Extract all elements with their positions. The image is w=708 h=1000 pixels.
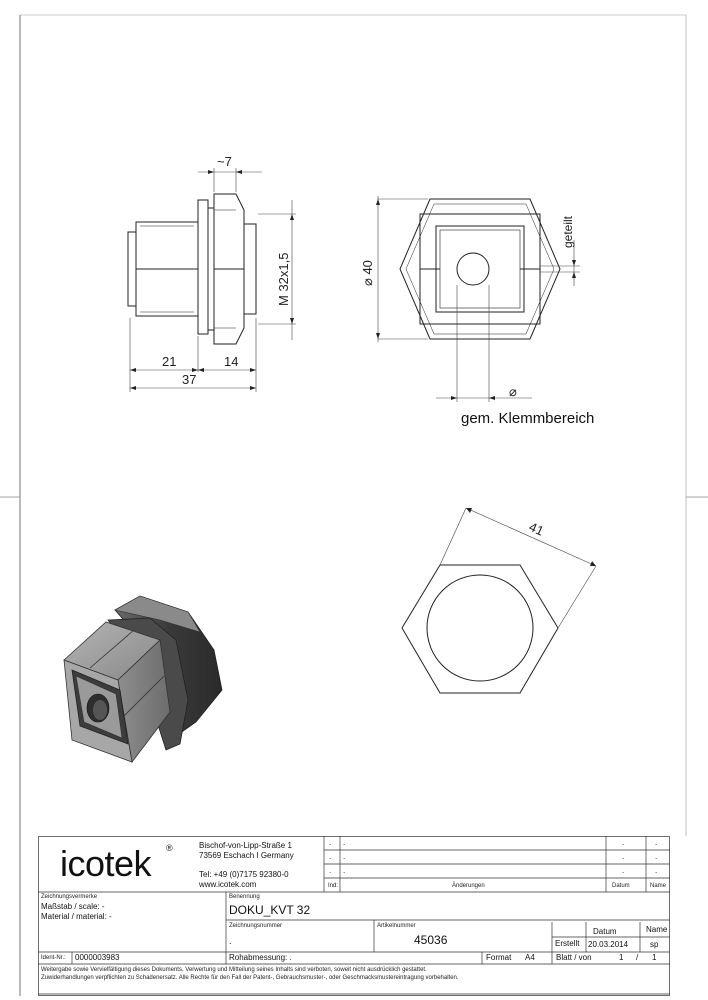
changes-label: Änderungen	[452, 883, 485, 889]
sheet-separator: /	[636, 953, 639, 962]
clamp-range-label: gem. Klemmbereich	[461, 410, 595, 427]
rev-dot-8: .	[655, 852, 658, 861]
dim-41-text: 41	[526, 519, 547, 539]
address-line-1: Bischof-von-Lipp-Straße 1	[199, 841, 292, 850]
revision-date-label: Datum	[612, 883, 630, 889]
product-3d-render	[55, 580, 235, 780]
name-header: Name	[646, 925, 668, 934]
dim-37-text: 37	[182, 372, 197, 387]
website: www.icotek.com	[199, 880, 257, 889]
dim-14-text: 14	[224, 354, 239, 369]
ident-label: Ident-Nr.:	[41, 955, 66, 961]
designation-value: DOKU_KVT 32	[229, 903, 311, 917]
front-view-drawing	[350, 180, 620, 430]
ident-value: 0000003983	[75, 953, 120, 962]
rev-dot-2: .	[343, 838, 346, 847]
datum-header: Datum	[593, 927, 617, 936]
disclaimer-line-2: Zuwiderhandlungen verpflichten zu Schadenersatz. Alle Rechte für den Fall der Patent-, Gebrauchsmuster-, oder Geschmacksmustereintragung vorbehalten.	[41, 975, 459, 981]
created-label: Erstellt	[555, 939, 580, 948]
drawing-number-label: Zeichnungsnummer	[229, 923, 283, 929]
designation-label: Benennung	[229, 894, 260, 900]
rev-dot-12: .	[655, 866, 658, 875]
rev-dot-6: .	[343, 852, 346, 861]
logo-registered-mark: ®	[166, 843, 173, 853]
disclaimer-line-1: Weitergabe sowie Vervielfältigung dieses Dokuments, Verwertung und Mitteilung seines Inhalts sind verboten, soweit nicht ausdrücklich gestattet.	[41, 967, 427, 973]
sheet-label: Blatt / von	[556, 953, 592, 962]
dim-dia40-text: ⌀ 40	[360, 260, 375, 286]
revision-name-label: Name	[650, 883, 667, 889]
rev-dot-9: .	[329, 866, 332, 875]
dim-dia-small-text: ⌀	[509, 384, 517, 399]
scale-text: Maßstab / scale: -	[41, 902, 105, 911]
rev-dot-7: .	[622, 852, 625, 861]
format-label: Format	[486, 953, 512, 962]
title-block	[38, 836, 670, 996]
rev-dot-11: .	[622, 866, 625, 875]
phone-number: Tel: +49 (0)7175 92380-0	[199, 870, 289, 879]
ind-label: Ind:	[328, 883, 339, 889]
article-number-label: Artikelnummer	[377, 923, 416, 929]
rev-dot-10: .	[343, 866, 346, 875]
sheet-number: 1	[619, 953, 624, 962]
address-line-2: 73569 Eschach I Germany	[199, 851, 294, 860]
rev-dot-4: .	[655, 838, 658, 847]
icotek-logo: icotek	[60, 843, 152, 884]
format-value: A4	[525, 953, 535, 962]
drawing-number-value: .	[229, 936, 232, 946]
rev-dot-5: .	[329, 852, 332, 861]
material-text: Material / material: -	[41, 912, 112, 921]
dim-geteilt-text: geteilt	[561, 215, 575, 248]
raw-dimension-text: Rohabmessung: .	[229, 953, 292, 962]
side-view-drawing	[120, 150, 300, 400]
rev-dot-1: .	[329, 838, 332, 847]
rev-dot-3: .	[622, 838, 625, 847]
dim-thread-text: M 32x1,5	[276, 252, 291, 306]
hex-nut-drawing	[390, 500, 610, 710]
dim-top-text: ~7	[217, 154, 232, 169]
sheet-total: 1	[652, 953, 657, 962]
drawing-notes-label: Zeichnungsvermerke	[41, 894, 98, 900]
created-name: sp	[650, 940, 659, 949]
dim-21-text: 21	[162, 354, 177, 369]
article-number-value: 45036	[414, 933, 448, 947]
created-date: 20.03.2014	[588, 940, 629, 949]
